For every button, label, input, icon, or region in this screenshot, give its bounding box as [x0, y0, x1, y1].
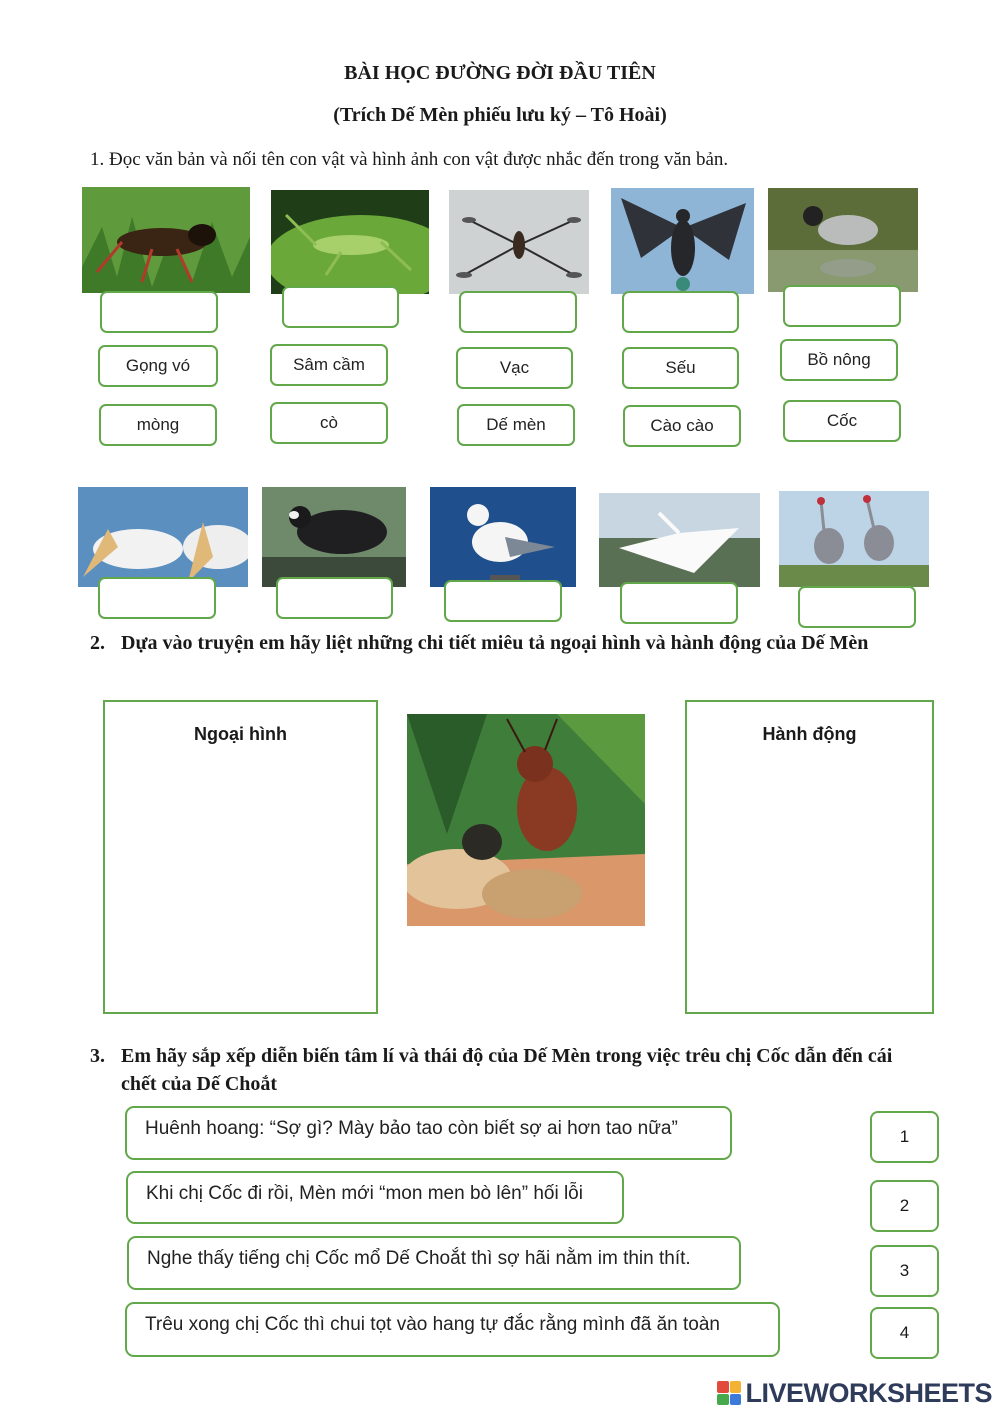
coot-photo: [262, 487, 406, 587]
egret-photo: [599, 493, 760, 587]
action-panel-title: Hành động: [762, 724, 857, 744]
word-option[interactable]: Bồ nông: [780, 339, 898, 381]
liveworksheets-logo: [717, 1378, 992, 1408]
water-strider-photo: [449, 190, 589, 294]
sequence-item[interactable]: Trêu xong chị Cốc thì chui tọt vào hang tự đắc rằng mình đã ăn toàn: [125, 1302, 780, 1357]
night-heron-photo: [768, 188, 918, 292]
word-option[interactable]: Cào cào: [623, 405, 741, 447]
logo-mark-icon: [717, 1381, 741, 1405]
answer-box-cricket[interactable]: [100, 291, 218, 333]
order-number-box[interactable]: 2: [870, 1180, 939, 1232]
answer-box-night-heron[interactable]: [783, 285, 901, 327]
cormorant-photo: [611, 188, 754, 294]
word-option[interactable]: Vạc: [456, 347, 573, 389]
page-title: BÀI HỌC ĐƯỜNG ĐỜI ĐẦU TIÊN: [344, 62, 656, 84]
cricket-photo: [82, 187, 250, 293]
answer-box-grasshopper[interactable]: [282, 286, 399, 328]
answer-box-cormorant[interactable]: [622, 291, 739, 333]
action-panel[interactable]: [685, 700, 934, 1014]
word-option[interactable]: Sâm cầm: [270, 344, 388, 386]
order-number-box[interactable]: 1: [870, 1111, 939, 1163]
crane-photo: [779, 491, 929, 587]
logo-text: LIVEWORKSHEETS: [745, 1377, 992, 1408]
answer-box-water-strider[interactable]: [459, 291, 577, 333]
word-option[interactable]: mòng: [99, 404, 217, 446]
grasshopper-photo: [271, 190, 429, 294]
order-number-box[interactable]: 3: [870, 1245, 939, 1297]
order-number-box[interactable]: 4: [870, 1307, 939, 1359]
question-1-text: 1. Đọc văn bản và nối tên con vật và hình ảnh con vật được nhắc đến trong văn bản.: [90, 149, 729, 170]
answer-box-coot[interactable]: [276, 577, 393, 619]
word-option[interactable]: Dế mèn: [457, 404, 575, 446]
cricket-illustration: [407, 714, 645, 926]
appearance-panel-title: Ngoại hình: [194, 724, 287, 744]
sequence-item[interactable]: Khi chị Cốc đi rồi, Mèn mới “mon men bò lên” hối lỗi: [126, 1171, 624, 1224]
answer-box-egret[interactable]: [620, 582, 738, 624]
word-option[interactable]: Gọng vó: [98, 345, 218, 387]
seagull-photo: [430, 487, 576, 587]
word-option[interactable]: Sếu: [622, 347, 739, 389]
page-subtitle: (Trích Dế Mèn phiếu lưu ký – Tô Hoài): [333, 104, 667, 126]
pelican-photo: [78, 487, 248, 587]
appearance-panel[interactable]: [103, 700, 378, 1014]
question-2-text: Dựa vào truyện em hãy liệt những chi tiết miêu tả ngoại hình và hành động của Dế Mèn: [121, 632, 869, 654]
sequence-item[interactable]: Huênh hoang: “Sợ gì? Mày bảo tao còn biết sợ ai hơn tao nữa”: [125, 1106, 732, 1160]
answer-box-pelican[interactable]: [98, 577, 216, 619]
question-3-number: 3.: [90, 1045, 105, 1067]
word-option[interactable]: cò: [270, 402, 388, 444]
question-3-text: Em hãy sắp xếp diễn biến tâm lí và thái độ của Dế Mèn trong việc trêu chị Cốc dẫn đến cái chết của Dế Choắt: [121, 1045, 893, 1095]
answer-box-crane[interactable]: [798, 586, 916, 628]
sequence-item[interactable]: Nghe thấy tiếng chị Cốc mổ Dế Choắt thì sợ hãi nằm im thin thít.: [127, 1236, 741, 1290]
question-2-number: 2.: [90, 632, 105, 654]
word-option[interactable]: Cốc: [783, 400, 901, 442]
answer-box-seagull[interactable]: [444, 580, 562, 622]
